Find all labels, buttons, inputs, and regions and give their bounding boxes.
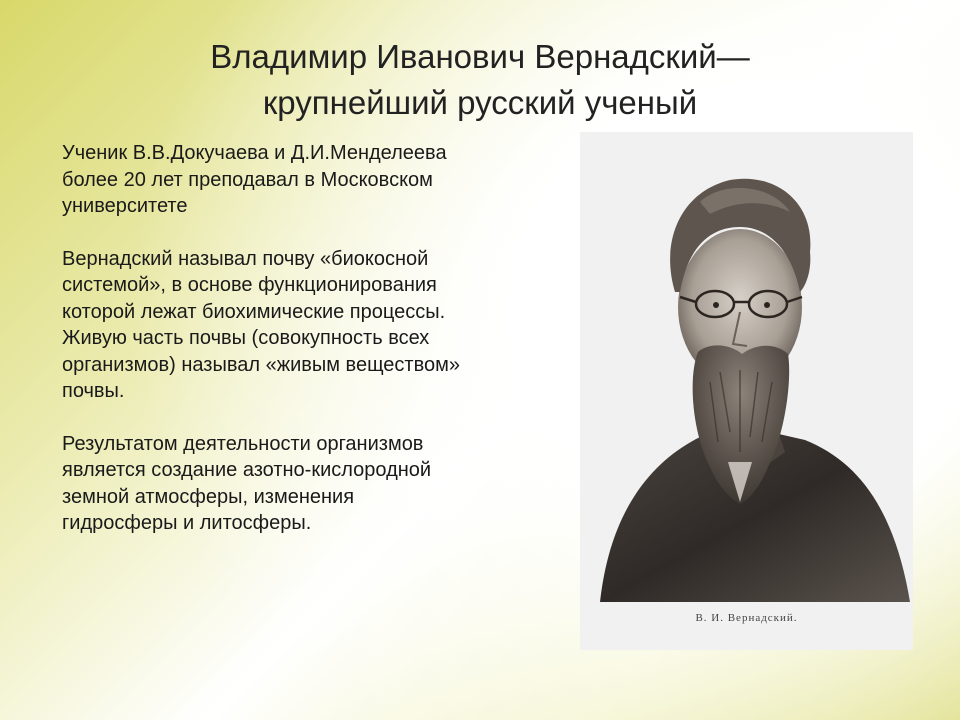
title-line-1: Владимир Иванович Вернадский—	[210, 38, 750, 75]
title-line-2: крупнейший русский ученый	[262, 84, 698, 121]
portrait-caption: В. И. Вернадский.	[695, 612, 798, 624]
portrait-illustration	[580, 132, 913, 650]
paragraph-1: Ученик В.В.Докучаева и Д.И.Менделеева более 20 лет преподавал в Московском университете	[62, 142, 447, 217]
portrait-photo	[580, 132, 913, 650]
paragraph-3: Результатом деятельности организмов является создание азотно-кислородной земной атмосферы, изменения гидросферы и литосферы.	[62, 432, 432, 534]
paragraph-2: Вернадский называл почву «биокосной системой», в основе функционирования которой лежат биохимические процессы. Живую часть почвы (совокупность всех организмов) называл «живым веществом» почвы.	[62, 247, 460, 402]
slide-title	[0, 34, 960, 126]
body-text	[62, 140, 562, 563]
